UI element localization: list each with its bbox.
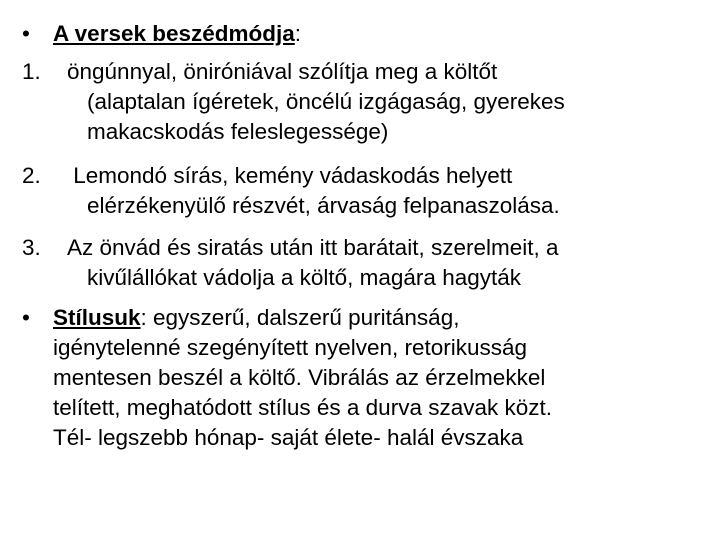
numbered-text (67, 161, 560, 221)
text-line: kivűlállókat vádolja a költő, magára hagyták (87, 265, 521, 290)
text-line: Lemondó sírás, kemény vádaskodás helyett (67, 163, 513, 188)
bullet-marker: • (22, 305, 30, 330)
text-line: igénytelenné szegényített nyelven, retorikusság (53, 335, 528, 360)
numbered-text (67, 57, 565, 147)
numbered-text (67, 233, 558, 293)
number-marker: 3. (22, 235, 41, 260)
bullet-text (53, 303, 552, 453)
number-marker: 2. (22, 163, 41, 188)
heading-beszedmod: A versek beszédmódja (53, 21, 295, 46)
text-line: makacskodás feleslegessége) (87, 119, 389, 144)
text-line: (alaptalan ígéretek, öncélú izgágaság, gyerekes (87, 89, 565, 114)
text-line: Az önvád és siratás után itt barátait, szerelmeit, a (67, 235, 559, 260)
text-line: elérzékenyülő részvét, árvaság felpanaszolása. (87, 193, 560, 218)
text-line: mentesen beszél a költő. Vibrálás az érzelmekkel (53, 365, 546, 390)
number-marker: 1. (22, 59, 41, 84)
heading-stilus: Stílusuk (53, 305, 141, 330)
bullet-marker: • (22, 21, 30, 46)
heading-suffix: : egyszerű, dalszerű puritánság, (140, 305, 460, 330)
heading-suffix: : (294, 21, 302, 46)
text-line: telített, meghatódott stílus és a durva szavak közt. (53, 395, 552, 420)
text-line: Tél- legszebb hónap- saját élete- halál évszaka (53, 425, 524, 450)
text-line: öngúnnyal, öniróniával szólítja meg a költőt (67, 59, 498, 84)
bullet-text (53, 19, 301, 49)
